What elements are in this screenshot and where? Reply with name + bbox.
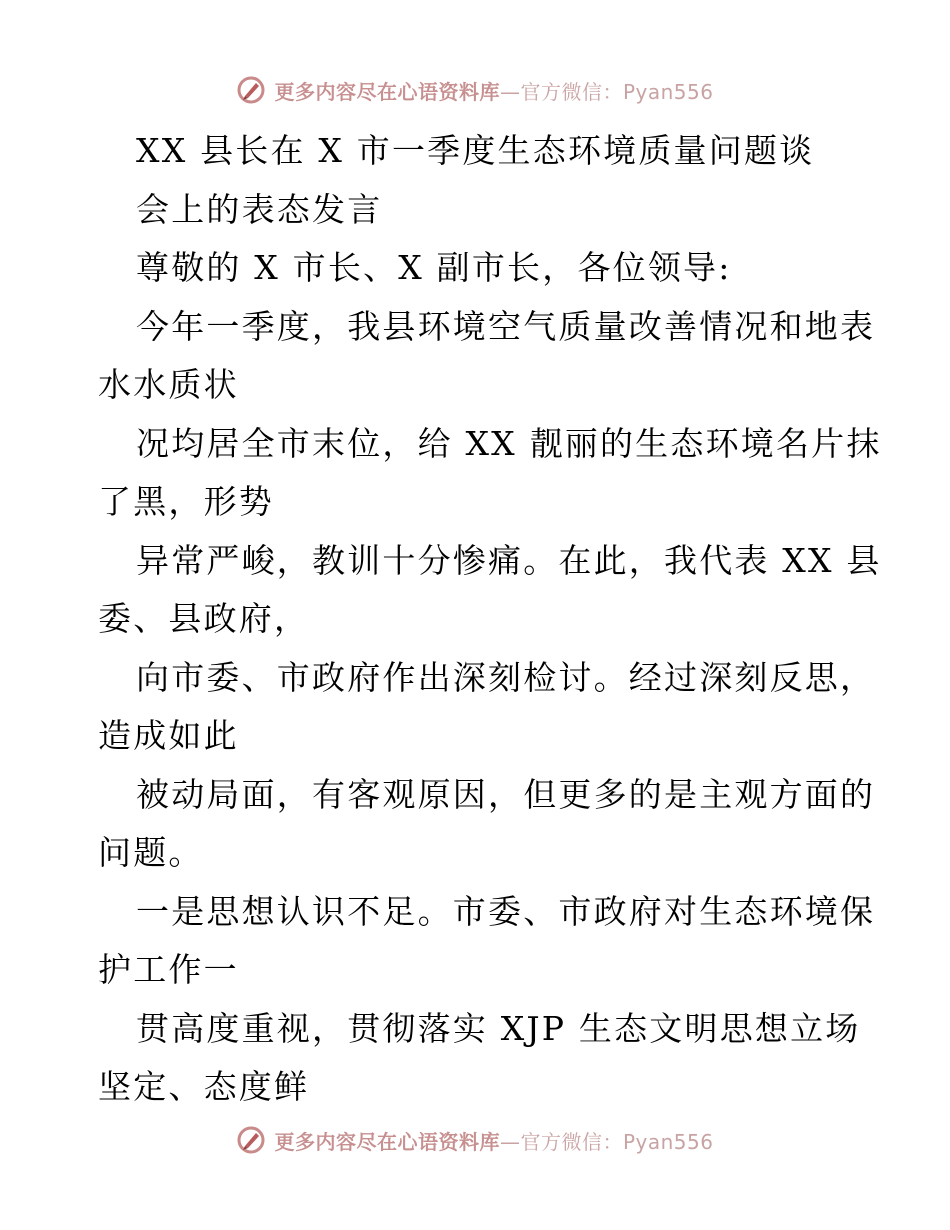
text-line: 护工作一 <box>98 950 239 989</box>
text-line: 水水质状 <box>98 365 239 404</box>
pen-logo-icon <box>236 75 266 105</box>
watermark-text: 更多内容尽在心语资料库—官方微信：Pyan556 <box>274 1129 714 1154</box>
text-line: 了黑，形势 <box>98 482 274 521</box>
text-line: 造成如此 <box>98 716 239 755</box>
header-watermark <box>0 70 950 110</box>
text-line: 委、县政府， <box>98 599 310 638</box>
text-line: 被动局面，有客观原因，但更多的是主观方面的 <box>136 774 876 814</box>
text-line: 况均居全市末位，给 XX 靓丽的生态环境名片抹 <box>136 423 882 463</box>
text-line: 问题。 <box>98 833 204 872</box>
pen-logo-icon <box>236 1125 266 1155</box>
text-line: XX 县长在 X 市一季度生态环境质量问题谈 <box>136 131 815 170</box>
text-line: 贯高度重视，贯彻落实 XJP 生态文明思想立场 <box>136 1008 861 1048</box>
footer-watermark <box>0 1120 950 1160</box>
watermark-text: 更多内容尽在心语资料库—官方微信：Pyan556 <box>274 79 714 104</box>
document-body <box>98 122 882 1117</box>
text-line: 今年一季度，我县环境空气质量改善情况和地表 <box>136 306 876 346</box>
text-line: 坚定、态度鲜 <box>98 1067 310 1106</box>
text-line: 会上的表态发言 <box>136 189 383 229</box>
text-line: 异常严峻，教训十分惨痛。在此，我代表 XX 县 <box>136 540 882 580</box>
text-line: 一是思想认识不足。市委、市政府对生态环境保 <box>136 891 876 931</box>
text-line: 向市委、市政府作出深刻检讨。经过深刻反思， <box>136 657 876 697</box>
text-line: 尊敬的 X 市长、X 副市长，各位领导: <box>136 248 732 287</box>
